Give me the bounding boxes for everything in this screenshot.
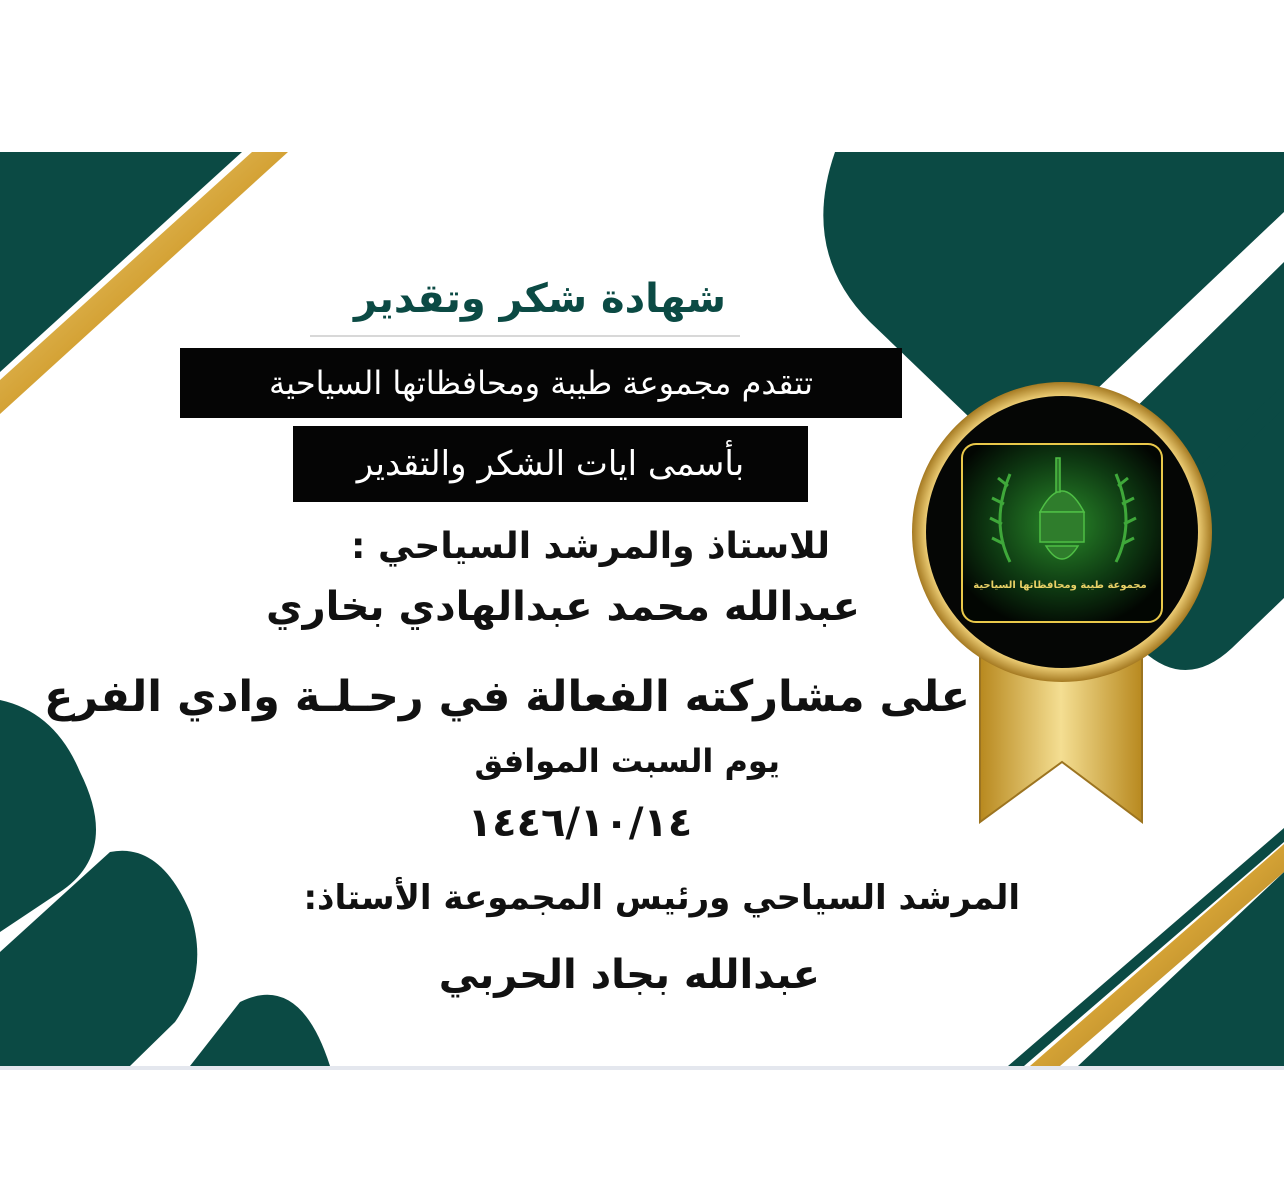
signature-title: المرشد السياحي ورئيس المجموعة الأستاذ:: [303, 878, 1020, 918]
title-underline: [310, 335, 740, 337]
certificate: [0, 152, 1284, 1066]
recipient-name: عبدالله محمد عبدالهادي بخاري: [265, 584, 860, 630]
bottom-left-corner-shape: [190, 995, 330, 1066]
day-text: يوم السبت الموافق: [474, 742, 780, 780]
occasion-text: على مشاركته الفعالة في رحـلـة وادي الفرع: [44, 672, 970, 722]
thanks-line: بأسمى ايات الشكر والتقدير: [293, 426, 808, 502]
bottom-right-green-band: [1078, 872, 1284, 1066]
top-left-green-band: [0, 152, 242, 372]
presenter-line: تتقدم مجموعة طيبة ومحافظاتها السياحية: [180, 348, 902, 418]
recipient-label: للاستاذ والمرشد السياحي :: [351, 526, 830, 567]
seal-logo-text: مجموعة طيبة ومحافظاتها السياحية: [973, 580, 1147, 591]
certificate-title: شهادة شكر وتقدير: [354, 276, 726, 322]
page-bottom-divider: [0, 1066, 1284, 1070]
hijri-date: ١٤٤٦/١٠/١٤: [467, 800, 693, 846]
signature-name: عبدالله بجاد الحربي: [438, 952, 820, 998]
